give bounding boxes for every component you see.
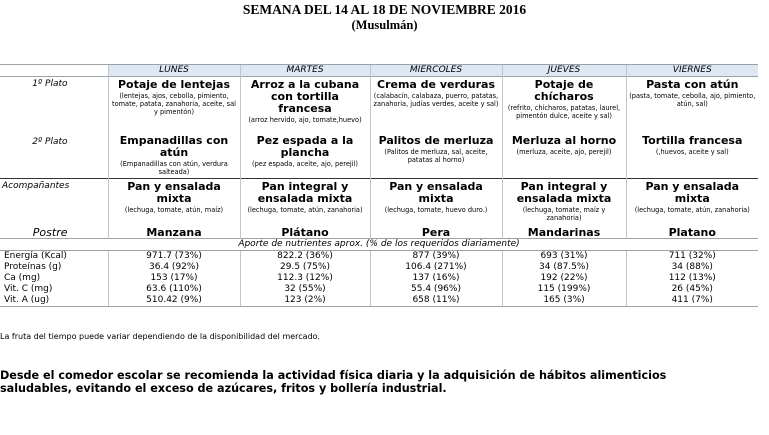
dish-name: Arroz a la cubana con tortilla francesa <box>250 78 360 115</box>
dish-ingredients: (merluza, aceite, ajo, perejil) <box>516 147 612 156</box>
dish-ingredients: (lentejas, ajos, cebolla, pimiento, tomate, patata, zanahoria, aceite, sal y pimentón) <box>112 92 236 116</box>
dish-cell <box>240 133 370 179</box>
fruit-note: La fruta del tiempo puede variar dependiendo de la disponibilidad del mercado. <box>0 332 320 341</box>
nutrient-value: 29.5 (75%) <box>240 262 370 273</box>
nutrient-value: 112 (13%) <box>626 273 758 284</box>
aporte-header-row <box>0 238 758 250</box>
dish-cell <box>370 77 502 133</box>
dish-cell <box>240 77 370 133</box>
row-label-plato2: 2º Plato <box>32 136 68 147</box>
day-header-lunes: LUNES <box>108 65 240 77</box>
nutrient-row <box>0 273 758 284</box>
nutrient-value: 34 (87.5%) <box>502 262 626 273</box>
dish-cell <box>626 179 758 227</box>
dish-cell <box>370 179 502 227</box>
dish-name: Empanadillas con atún <box>119 133 229 159</box>
nutrient-value: 411 (7%) <box>626 295 758 307</box>
nutrient-value: 137 (16%) <box>370 273 502 284</box>
nutrient-value: 26 (45%) <box>626 284 758 295</box>
dish-cell <box>502 133 626 179</box>
dish-cell <box>626 77 758 133</box>
nutrient-label: Energía (Kcal) <box>4 250 67 261</box>
dish-cell <box>502 77 626 133</box>
dish-ingredients: (lechuga, tomate, maíz y zanahoria) <box>522 206 606 222</box>
dish-cell <box>240 179 370 227</box>
nutrient-value: 63.6 (110%) <box>108 284 240 295</box>
dish-ingredients: (lechuga, tomate, huevo duro.) <box>384 206 488 214</box>
day-header-martes: MARTES <box>240 65 370 77</box>
health-message: Desde el comedor escolar se recomienda la actividad física diaria y la adquisición de hábitos alimenticios saludables, evitando el exceso de azúcares, fritos y bollería industrial. <box>0 369 667 395</box>
nutrient-value: 55.4 (96%) <box>370 284 502 295</box>
nutrient-value: 192 (22%) <box>502 273 626 284</box>
postre-cell: Pera <box>370 227 502 239</box>
nutrient-value: 822.2 (36%) <box>240 250 370 262</box>
nutrient-value: 34 (88%) <box>626 262 758 273</box>
dish-cell <box>108 77 240 133</box>
dish-ingredients: (Empanadillas con atún, verdura salteada) <box>120 159 228 176</box>
nutrient-label: Vit. A (ug) <box>0 295 108 307</box>
segundo-plato-row <box>0 133 758 179</box>
postre-cell: Manzana <box>108 227 240 239</box>
dish-name: Tortilla francesa <box>642 133 743 147</box>
header-blank <box>0 65 108 77</box>
postre-cell: Plátano <box>240 227 370 239</box>
nutrient-label: Proteínas (g) <box>4 261 62 272</box>
dish-name: Potaje de chícharos <box>534 78 594 103</box>
page-title: SEMANA DEL 14 AL 18 DE NOVIEMBRE 2016 <box>242 2 527 17</box>
nutrient-value: 693 (31%) <box>502 250 626 262</box>
dish-ingredients: (refrito, chícharos, patatas, laurel, pimentón dulce, aceite y sal) <box>507 104 621 120</box>
nutrient-value: 153 (17%) <box>108 273 240 284</box>
nutrient-value: 32 (55%) <box>240 284 370 295</box>
dish-ingredients: (lechuga, tomate, atún, zanahoria) <box>634 206 750 214</box>
nutrient-row <box>0 295 758 307</box>
row-label-acomp: Acompañantes <box>0 179 108 227</box>
dish-ingredients: (pez espada, aceite, ajo, perejil) <box>252 159 358 168</box>
menu-table <box>0 64 758 307</box>
page-subtitle: (Musulmán) <box>351 18 418 32</box>
dish-name: Pan y ensalada mixta <box>389 180 483 205</box>
dish-cell <box>502 179 626 227</box>
dish-name: Pan y ensalada mixta <box>127 180 221 205</box>
row-label-postre: Postre <box>32 226 68 238</box>
nutrient-value: 877 (39%) <box>370 250 502 262</box>
dish-name: Pasta con atún <box>646 78 739 91</box>
day-header-jueves: JUEVES <box>502 65 626 77</box>
dish-ingredients: (,huevos, aceite y sal) <box>655 147 729 156</box>
postre-cell: Platano <box>626 227 758 239</box>
dish-cell <box>626 133 758 179</box>
nutrient-value: 165 (3%) <box>502 295 626 307</box>
nutrient-value: 510.42 (9%) <box>108 295 240 307</box>
dish-name: Potaje de lentejas <box>117 78 231 91</box>
day-header-miercoles: MIÉRCOLES <box>370 65 502 77</box>
dish-ingredients: (lechuga, tomate, atún, zanahoria) <box>247 206 363 214</box>
aporte-header: Aporte de nutrientes aprox. (% de los requeridos diariamente) <box>0 238 758 250</box>
dish-ingredients: (calabacín, calabaza, puerro, patatas, zanahoria, judías verdes, aceite y sal) <box>373 92 499 108</box>
nutrient-value: 106.4 (271%) <box>370 262 502 273</box>
nutrient-value: 36.4 (92%) <box>108 262 240 273</box>
nutrient-value: 112.3 (12%) <box>240 273 370 284</box>
nutrient-value: 658 (11%) <box>370 295 502 307</box>
dish-name: Pan y ensalada mixta <box>645 180 740 205</box>
nutrient-row <box>0 284 758 295</box>
dish-ingredients: (Palitos de merluza, sal, aceite, patatas al horno) <box>384 147 488 164</box>
nutrient-label: Vit. C (mg) <box>4 283 53 294</box>
nutrient-value: 971.7 (73%) <box>108 250 240 262</box>
nutrient-value: 711 (32%) <box>626 250 758 262</box>
nutrient-row <box>0 250 758 262</box>
dish-name: Merluza al horno <box>511 133 617 147</box>
dish-name: Palitos de merluza <box>378 133 494 147</box>
nutrient-value: 123 (2%) <box>240 295 370 307</box>
dish-cell <box>108 179 240 227</box>
dish-ingredients: (arroz hervido, ajo, tomate,huevo) <box>248 116 362 124</box>
dish-name: Pan integral y ensalada mixta <box>516 180 612 205</box>
postre-cell: Mandarinas <box>502 227 626 239</box>
nutrient-label: Ca (mg) <box>4 272 41 283</box>
acompanantes-row <box>0 179 758 227</box>
nutrient-value: 115 (199%) <box>502 284 626 295</box>
day-header-viernes: VIERNES <box>626 65 758 77</box>
dish-name: Pan integral y ensalada mixta <box>257 180 353 205</box>
nutrient-row <box>0 262 758 273</box>
days-header-row <box>0 65 758 77</box>
dish-cell <box>108 133 240 179</box>
row-label-plato1: 1º Plato <box>0 77 108 133</box>
dish-cell <box>370 133 502 179</box>
dish-name: Pez espada a la plancha <box>256 133 354 159</box>
postre-row <box>0 227 758 239</box>
primer-plato-row <box>0 77 758 133</box>
dish-ingredients: (pasta, tomate, cebolla, ajo, pimiento, atún, sal) <box>629 92 756 108</box>
dish-name: Crema de verduras <box>377 78 495 91</box>
dish-ingredients: (lechuga, tomate, atún, maíz) <box>124 206 224 214</box>
